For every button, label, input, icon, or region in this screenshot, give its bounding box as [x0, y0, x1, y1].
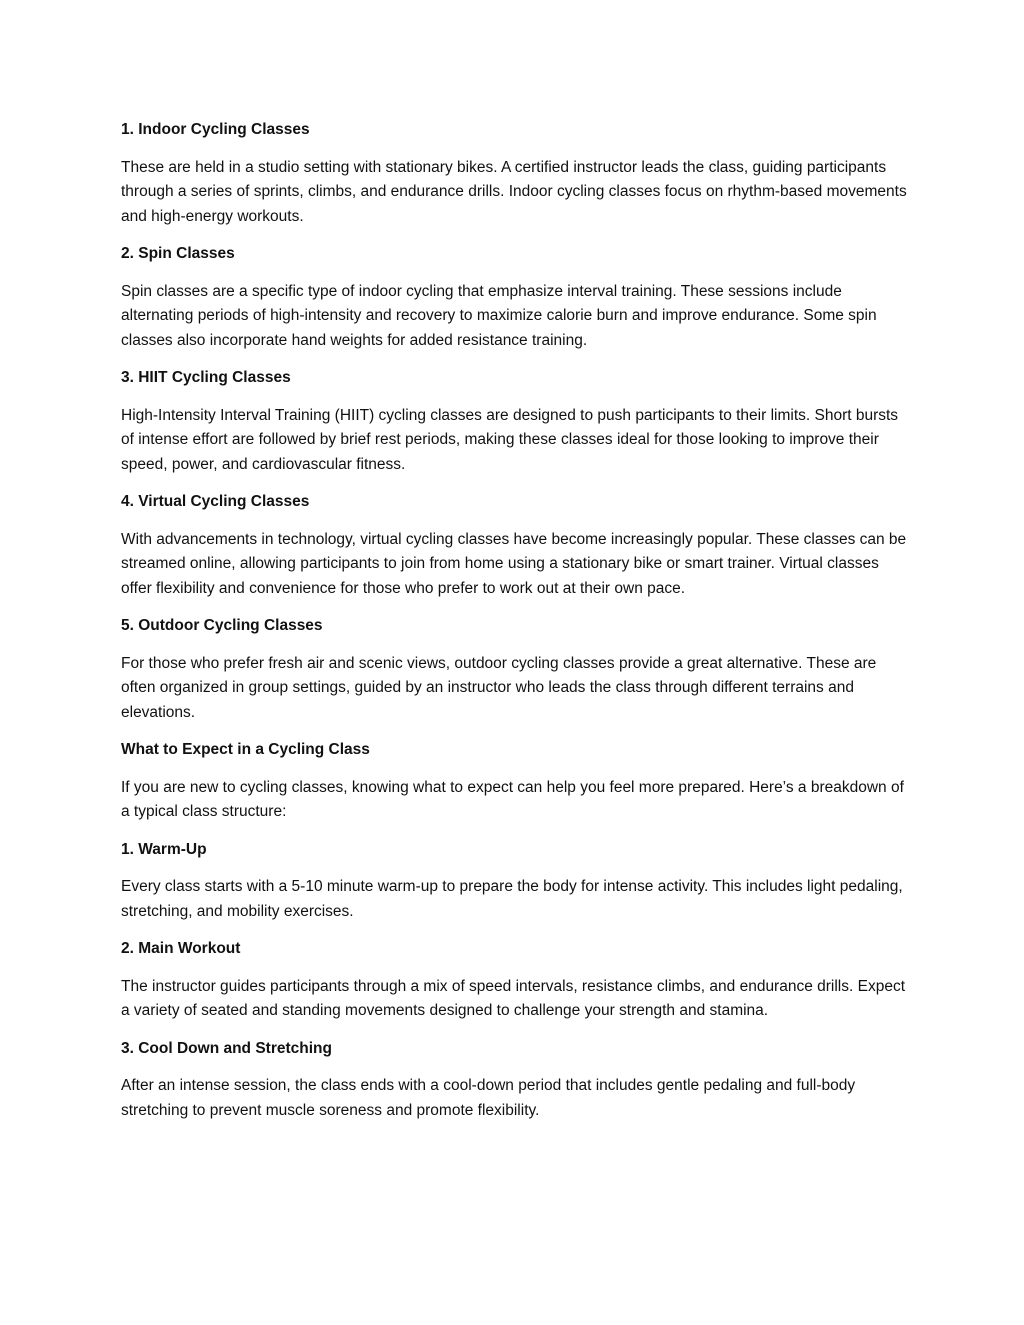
section-heading: 3. Cool Down and Stretching [121, 1039, 332, 1057]
section-heading: What to Expect in a Cycling Class [121, 741, 370, 758]
section-paragraph: High-Intensity Interval Training (HIIT) cycling classes are designed to push participants to their limits. Short bursts of intense effort are followed by brief rest periods, making these classes ideal for those looking to improve their speed, power, and cardiovascular fitness. [121, 406, 899, 473]
section-heading: 1. Indoor Cycling Classes [121, 121, 310, 138]
section-paragraph: These are held in a studio setting with stationary bikes. A certified instructor leads the class, guiding participants through a series of sprints, climbs, and endurance drills. Indoor cycling classes focus on rhythm-based movements and high-energy workouts. [121, 158, 907, 225]
section-paragraph: With advancements in technology, virtual cycling classes have become increasingly popular. These classes can be streamed online, allowing participants to join from home using a stationary bike or smart trainer. Virtual classes offer flexibility and convenience for those who prefer to work out at their own pace. [121, 530, 907, 597]
section-paragraph: Spin classes are a specific type of indoor cycling that emphasize interval training. These sessions include alternating periods of high-intensity and recovery to maximize calorie burn and improve endurance. Some spin classes also incorporate hand weights for added resistance training. [121, 282, 877, 349]
section-heading: 4. Virtual Cycling Classes [121, 493, 310, 510]
section-heading: 2. Main Workout [121, 940, 241, 957]
section-paragraph: The instructor guides participants through a mix of speed intervals, resistance climbs, and endurance drills. Expect a variety of seated and standing movements designed to challenge your strength and stamina. [121, 977, 905, 1019]
section-paragraph: If you are new to cycling classes, knowing what to expect can help you feel more prepared. Here’s a breakdown of a typical class structure: [121, 778, 904, 820]
document-page [121, 118, 911, 1136]
section-heading: 1. Warm-Up [121, 840, 207, 858]
section-paragraph: After an intense session, the class ends with a cool-down period that includes gentle pedaling and full-body stretching to prevent muscle soreness and promote flexibility. [121, 1077, 856, 1119]
section-heading: 3. HIIT Cycling Classes [121, 369, 291, 386]
section-heading: 5. Outdoor Cycling Classes [121, 617, 323, 634]
section-paragraph: For those who prefer fresh air and scenic views, outdoor cycling classes provide a great alternative. These are often organized in group settings, guided by an instructor who leads the class through different terrains and elevations. [121, 654, 877, 721]
section-paragraph: Every class starts with a 5-10 minute warm-up to prepare the body for intense activity. This includes light pedaling, stretching, and mobility exercises. [121, 878, 903, 920]
section-heading: 2. Spin Classes [121, 245, 235, 262]
